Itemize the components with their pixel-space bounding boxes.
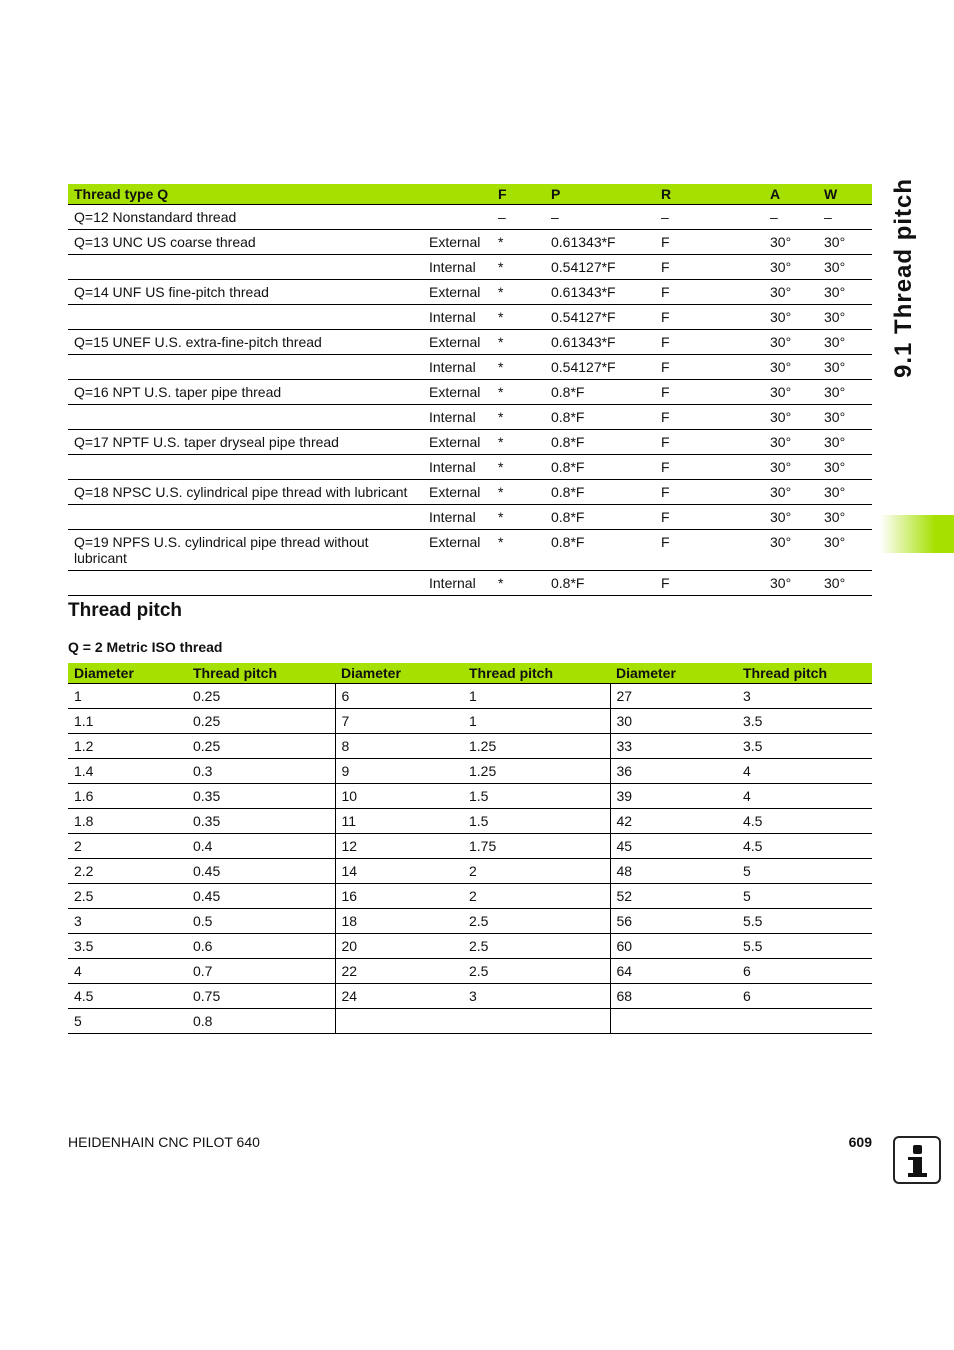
thread-kind-cell: Internal <box>423 455 492 480</box>
table-row <box>68 380 872 405</box>
pitch-cell: 6 <box>737 959 872 984</box>
p-cell: 0.54127*F <box>545 355 655 380</box>
p-cell: 0.54127*F <box>545 305 655 330</box>
r-cell: F <box>655 305 764 330</box>
diameter-cell: 1.2 <box>68 734 187 759</box>
diameter-cell: 9 <box>335 759 463 784</box>
a-cell: 30° <box>764 380 818 405</box>
a-cell: 30° <box>764 571 818 596</box>
table-row <box>68 330 872 355</box>
f-cell: * <box>492 455 545 480</box>
w-cell: 30° <box>818 230 872 255</box>
table-row <box>68 709 872 734</box>
pitch-cell: 5 <box>737 884 872 909</box>
p-cell: 0.8*F <box>545 430 655 455</box>
r-cell: – <box>655 205 764 230</box>
p-cell: 0.8*F <box>545 571 655 596</box>
a-cell: 30° <box>764 405 818 430</box>
chapter-tab-marker <box>880 515 954 553</box>
p-cell: 0.8*F <box>545 505 655 530</box>
w-cell: 30° <box>818 430 872 455</box>
diameter-cell: 27 <box>610 684 737 709</box>
diameter-cell: 3.5 <box>68 934 187 959</box>
p-cell: 0.8*F <box>545 530 655 571</box>
a-cell: 30° <box>764 280 818 305</box>
pitch-cell: 3 <box>737 684 872 709</box>
p-cell: 0.61343*F <box>545 280 655 305</box>
table-row <box>68 834 872 859</box>
table-row <box>68 809 872 834</box>
pitch-cell: 4 <box>737 784 872 809</box>
pitch-cell: 0.5 <box>187 909 335 934</box>
f-cell: * <box>492 480 545 505</box>
thread-kind-cell: External <box>423 230 492 255</box>
pitch-cell: 3.5 <box>737 734 872 759</box>
r-cell: F <box>655 480 764 505</box>
table-row <box>68 1009 872 1034</box>
thread-type-cell: Q=15 UNEF U.S. extra-fine-pitch thread <box>68 330 423 355</box>
thread-type-cell <box>68 305 423 330</box>
header-r: R <box>655 184 764 205</box>
info-icon-dot <box>913 1145 922 1154</box>
pitch-cell: 5 <box>737 859 872 884</box>
thread-type-cell <box>68 355 423 380</box>
f-cell: * <box>492 355 545 380</box>
diameter-cell: 16 <box>335 884 463 909</box>
header-thread-pitch: Thread pitch <box>737 663 872 684</box>
diameter-cell: 10 <box>335 784 463 809</box>
diameter-cell: 48 <box>610 859 737 884</box>
diameter-cell: 24 <box>335 984 463 1009</box>
thread-type-cell: Q=17 NPTF U.S. taper dryseal pipe thread <box>68 430 423 455</box>
table-row <box>68 784 872 809</box>
w-cell: 30° <box>818 530 872 571</box>
r-cell: F <box>655 380 764 405</box>
diameter-cell: 20 <box>335 934 463 959</box>
f-cell: * <box>492 330 545 355</box>
table-row <box>68 884 872 909</box>
diameter-cell: 42 <box>610 809 737 834</box>
header-p: P <box>545 184 655 205</box>
pitch-cell: 0.8 <box>187 1009 335 1034</box>
diameter-cell: 30 <box>610 709 737 734</box>
pitch-cell: 0.25 <box>187 709 335 734</box>
table-row <box>68 934 872 959</box>
p-cell: 0.54127*F <box>545 255 655 280</box>
header-f: F <box>492 184 545 205</box>
diameter-cell: 4.5 <box>68 984 187 1009</box>
pitch-cell: 5.5 <box>737 909 872 934</box>
table-row <box>68 859 872 884</box>
f-cell: * <box>492 405 545 430</box>
table-row <box>68 759 872 784</box>
diameter-cell: 2 <box>68 834 187 859</box>
thread-type-table <box>68 184 872 596</box>
sub-heading: Q = 2 Metric ISO thread <box>68 639 223 655</box>
w-cell: 30° <box>818 280 872 305</box>
r-cell: F <box>655 280 764 305</box>
a-cell: 30° <box>764 230 818 255</box>
diameter-cell: 3 <box>68 909 187 934</box>
table-row <box>68 230 872 255</box>
thread-kind-cell: External <box>423 280 492 305</box>
pitch-cell: 0.6 <box>187 934 335 959</box>
diameter-cell: 60 <box>610 934 737 959</box>
section-heading: Thread pitch <box>68 600 183 621</box>
pitch-table-header <box>68 663 872 684</box>
thread-kind-cell: Internal <box>423 355 492 380</box>
pitch-cell: 0.35 <box>187 784 335 809</box>
thread-type-cell: Q=19 NPFS U.S. cylindrical pipe thread without lubricant <box>68 530 423 571</box>
diameter-cell <box>610 1009 737 1034</box>
pitch-cell: 1.25 <box>463 734 610 759</box>
pitch-cell: 1 <box>463 684 610 709</box>
info-icon-base <box>908 1173 927 1177</box>
info-icon <box>893 1136 941 1184</box>
diameter-cell: 4 <box>68 959 187 984</box>
diameter-cell: 33 <box>610 734 737 759</box>
diameter-cell: 64 <box>610 959 737 984</box>
p-cell: 0.8*F <box>545 380 655 405</box>
table-row <box>68 684 872 709</box>
r-cell: F <box>655 530 764 571</box>
table-row <box>68 530 872 571</box>
pitch-cell: 2.5 <box>463 909 610 934</box>
thread-kind-cell: Internal <box>423 571 492 596</box>
thread-type-cell <box>68 571 423 596</box>
a-cell: 30° <box>764 530 818 571</box>
diameter-cell: 1.8 <box>68 809 187 834</box>
diameter-cell: 68 <box>610 984 737 1009</box>
diameter-cell: 7 <box>335 709 463 734</box>
table-row <box>68 984 872 1009</box>
diameter-cell: 1 <box>68 684 187 709</box>
header-diameter: Diameter <box>610 663 737 684</box>
r-cell: F <box>655 255 764 280</box>
p-cell: 0.61343*F <box>545 230 655 255</box>
w-cell: 30° <box>818 380 872 405</box>
pitch-cell: 0.3 <box>187 759 335 784</box>
diameter-cell: 45 <box>610 834 737 859</box>
table-row <box>68 455 872 480</box>
r-cell: F <box>655 330 764 355</box>
r-cell: F <box>655 455 764 480</box>
page-number: 609 <box>848 1134 872 1150</box>
w-cell: 30° <box>818 405 872 430</box>
pitch-cell: 4 <box>737 759 872 784</box>
a-cell: 30° <box>764 330 818 355</box>
pitch-cell: 2 <box>463 884 610 909</box>
p-cell: 0.8*F <box>545 405 655 430</box>
thread-type-cell <box>68 255 423 280</box>
pitch-cell: 4.5 <box>737 809 872 834</box>
thread-type-cell <box>68 405 423 430</box>
diameter-cell: 5 <box>68 1009 187 1034</box>
thread-kind-cell <box>423 205 492 230</box>
pitch-cell: 0.25 <box>187 734 335 759</box>
thread-kind-cell: Internal <box>423 255 492 280</box>
a-cell: 30° <box>764 355 818 380</box>
pitch-cell: 0.75 <box>187 984 335 1009</box>
f-cell: * <box>492 571 545 596</box>
diameter-cell: 2.5 <box>68 884 187 909</box>
thread-kind-cell: External <box>423 530 492 571</box>
p-cell: 0.61343*F <box>545 330 655 355</box>
header-a: A <box>764 184 818 205</box>
a-cell: 30° <box>764 430 818 455</box>
thread-type-cell <box>68 455 423 480</box>
header-kind <box>423 184 492 205</box>
table-row <box>68 355 872 380</box>
w-cell: 30° <box>818 255 872 280</box>
r-cell: F <box>655 571 764 596</box>
f-cell: – <box>492 205 545 230</box>
chapter-side-title: 9.1 Thread pitch <box>890 177 917 378</box>
w-cell: – <box>818 205 872 230</box>
pitch-cell <box>463 1009 610 1034</box>
thread-kind-cell: Internal <box>423 305 492 330</box>
f-cell: * <box>492 380 545 405</box>
a-cell: 30° <box>764 455 818 480</box>
a-cell: 30° <box>764 305 818 330</box>
pitch-cell: 2.5 <box>463 959 610 984</box>
thread-type-cell <box>68 505 423 530</box>
diameter-cell: 56 <box>610 909 737 934</box>
pitch-cell: 3 <box>463 984 610 1009</box>
table-row <box>68 255 872 280</box>
pitch-cell <box>737 1009 872 1034</box>
pitch-cell: 1 <box>463 709 610 734</box>
thread-kind-cell: External <box>423 430 492 455</box>
f-cell: * <box>492 280 545 305</box>
pitch-cell: 2.5 <box>463 934 610 959</box>
diameter-cell: 6 <box>335 684 463 709</box>
header-diameter: Diameter <box>68 663 187 684</box>
pitch-cell: 5.5 <box>737 934 872 959</box>
thread-type-cell: Q=18 NPSC U.S. cylindrical pipe thread with lubricant <box>68 480 423 505</box>
f-cell: * <box>492 255 545 280</box>
diameter-cell: 18 <box>335 909 463 934</box>
f-cell: * <box>492 505 545 530</box>
f-cell: * <box>492 230 545 255</box>
thread-kind-cell: External <box>423 480 492 505</box>
thread-type-cell: Q=12 Nonstandard thread <box>68 205 423 230</box>
r-cell: F <box>655 230 764 255</box>
header-w: W <box>818 184 872 205</box>
r-cell: F <box>655 355 764 380</box>
pitch-cell: 1.75 <box>463 834 610 859</box>
diameter-cell: 1.6 <box>68 784 187 809</box>
header-diameter: Diameter <box>335 663 463 684</box>
w-cell: 30° <box>818 355 872 380</box>
p-cell: – <box>545 205 655 230</box>
diameter-cell: 2.2 <box>68 859 187 884</box>
table-row <box>68 959 872 984</box>
pitch-cell: 0.35 <box>187 809 335 834</box>
a-cell: 30° <box>764 505 818 530</box>
diameter-cell: 1.4 <box>68 759 187 784</box>
thread-type-cell: Q=13 UNC US coarse thread <box>68 230 423 255</box>
r-cell: F <box>655 405 764 430</box>
w-cell: 30° <box>818 571 872 596</box>
p-cell: 0.8*F <box>545 455 655 480</box>
table-row <box>68 505 872 530</box>
header-thread-pitch: Thread pitch <box>463 663 610 684</box>
table-row <box>68 205 872 230</box>
pitch-cell: 0.4 <box>187 834 335 859</box>
diameter-cell: 12 <box>335 834 463 859</box>
thread-kind-cell: Internal <box>423 405 492 430</box>
w-cell: 30° <box>818 505 872 530</box>
w-cell: 30° <box>818 305 872 330</box>
r-cell: F <box>655 430 764 455</box>
pitch-cell: 3.5 <box>737 709 872 734</box>
thread-type-cell: Q=14 UNF US fine-pitch thread <box>68 280 423 305</box>
diameter-cell <box>335 1009 463 1034</box>
metric-pitch-table <box>68 663 872 1034</box>
a-cell: 30° <box>764 480 818 505</box>
table-row <box>68 405 872 430</box>
pitch-cell: 6 <box>737 984 872 1009</box>
table-row <box>68 280 872 305</box>
thread-type-cell: Q=16 NPT U.S. taper pipe thread <box>68 380 423 405</box>
f-cell: * <box>492 530 545 571</box>
footer-product-name: HEIDENHAIN CNC PILOT 640 <box>68 1134 260 1150</box>
header-thread-pitch: Thread pitch <box>187 663 335 684</box>
pitch-cell: 0.25 <box>187 684 335 709</box>
a-cell: – <box>764 205 818 230</box>
thread-table-header <box>68 184 872 205</box>
thread-kind-cell: External <box>423 330 492 355</box>
info-icon-stem <box>913 1157 922 1173</box>
w-cell: 30° <box>818 330 872 355</box>
pitch-cell: 1.25 <box>463 759 610 784</box>
pitch-cell: 0.45 <box>187 884 335 909</box>
a-cell: 30° <box>764 255 818 280</box>
diameter-cell: 22 <box>335 959 463 984</box>
f-cell: * <box>492 305 545 330</box>
pitch-cell: 1.5 <box>463 784 610 809</box>
diameter-cell: 8 <box>335 734 463 759</box>
diameter-cell: 39 <box>610 784 737 809</box>
w-cell: 30° <box>818 455 872 480</box>
diameter-cell: 1.1 <box>68 709 187 734</box>
thread-kind-cell: Internal <box>423 505 492 530</box>
p-cell: 0.8*F <box>545 480 655 505</box>
header-thread-type: Thread type Q <box>68 184 423 205</box>
r-cell: F <box>655 505 764 530</box>
diameter-cell: 11 <box>335 809 463 834</box>
pitch-cell: 0.45 <box>187 859 335 884</box>
diameter-cell: 36 <box>610 759 737 784</box>
w-cell: 30° <box>818 480 872 505</box>
diameter-cell: 14 <box>335 859 463 884</box>
table-row <box>68 909 872 934</box>
pitch-cell: 0.7 <box>187 959 335 984</box>
table-row <box>68 734 872 759</box>
table-row <box>68 305 872 330</box>
pitch-cell: 4.5 <box>737 834 872 859</box>
diameter-cell: 52 <box>610 884 737 909</box>
pitch-cell: 1.5 <box>463 809 610 834</box>
table-row <box>68 571 872 596</box>
thread-kind-cell: External <box>423 380 492 405</box>
table-row <box>68 430 872 455</box>
pitch-cell: 2 <box>463 859 610 884</box>
table-row <box>68 480 872 505</box>
f-cell: * <box>492 430 545 455</box>
